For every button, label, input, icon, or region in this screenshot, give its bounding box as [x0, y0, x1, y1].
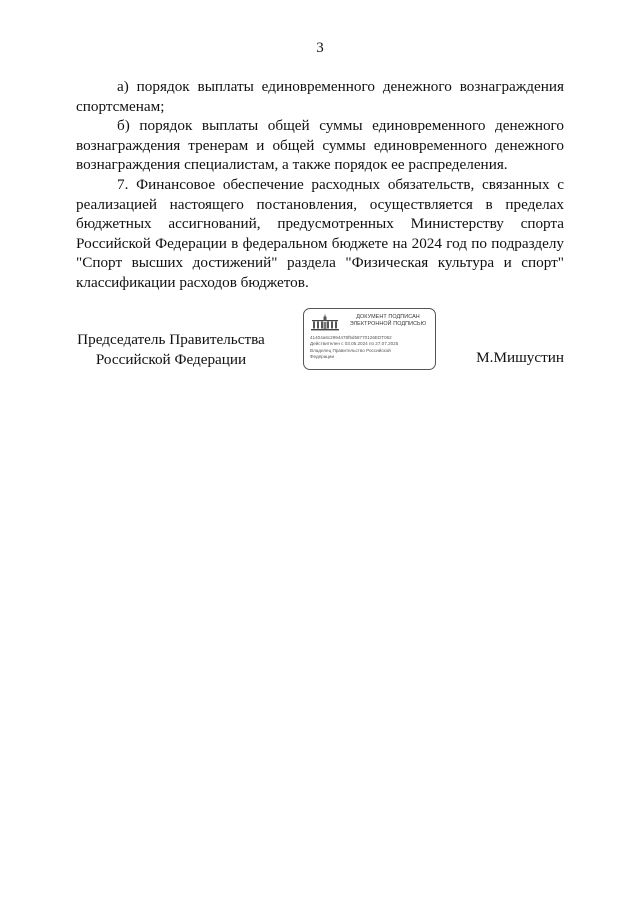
stamp-certificate: 41404a6c2994478f5d58770126EDT062	[310, 335, 392, 340]
stamp-owner-line2: Федерации	[310, 354, 335, 360]
signature-block	[76, 308, 564, 374]
stamp-heading	[342, 314, 434, 328]
paragraph-b: б) порядок выплаты общей суммы единовременного денежного вознаграждения тренерам и общей суммы единовременного денежного вознаграждения специалистам, а также порядок ее распределения.	[76, 117, 564, 174]
page-number: 3	[316, 40, 324, 56]
paragraph-7: 7. Финансовое обеспечение расходных обязательств, связанных с реализацией настоящего постановления, осуществляется в пределах бюджетных ассигнований, предусмотренных Министерству спорта Российской Федерации в федеральном бюджете на 2024 год по подразделу "Спорт высших достижений" раздела "Физическая культура и спорт" классификации расходов бюджетов.	[76, 175, 564, 291]
paragraph-a: а) порядок выплаты единовременного денежного вознаграждения спортсменам;	[76, 78, 564, 115]
stamp-heading-line1: ДОКУМЕНТ ПОДПИСАН	[356, 314, 420, 320]
signer-title-line2: Российской Федерации	[95, 350, 247, 368]
signer-name: М.Мишустин	[476, 349, 564, 366]
stamp-details	[310, 335, 434, 361]
stamp-heading-line2: ЭЛЕКТРОННОЙ ПОДПИСЬЮ	[349, 321, 427, 327]
government-building-icon	[310, 314, 340, 331]
body-text	[76, 77, 564, 293]
stamp-owner-line1: Владелец Правительство Российской	[310, 347, 391, 353]
signer-title	[76, 330, 266, 369]
signer-title-line1: Председатель Правительства	[77, 331, 265, 348]
stamp-validity: Действителен с 03.05.2024 по 27.07.2025	[310, 341, 399, 347]
electronic-signature-stamp	[303, 308, 436, 370]
